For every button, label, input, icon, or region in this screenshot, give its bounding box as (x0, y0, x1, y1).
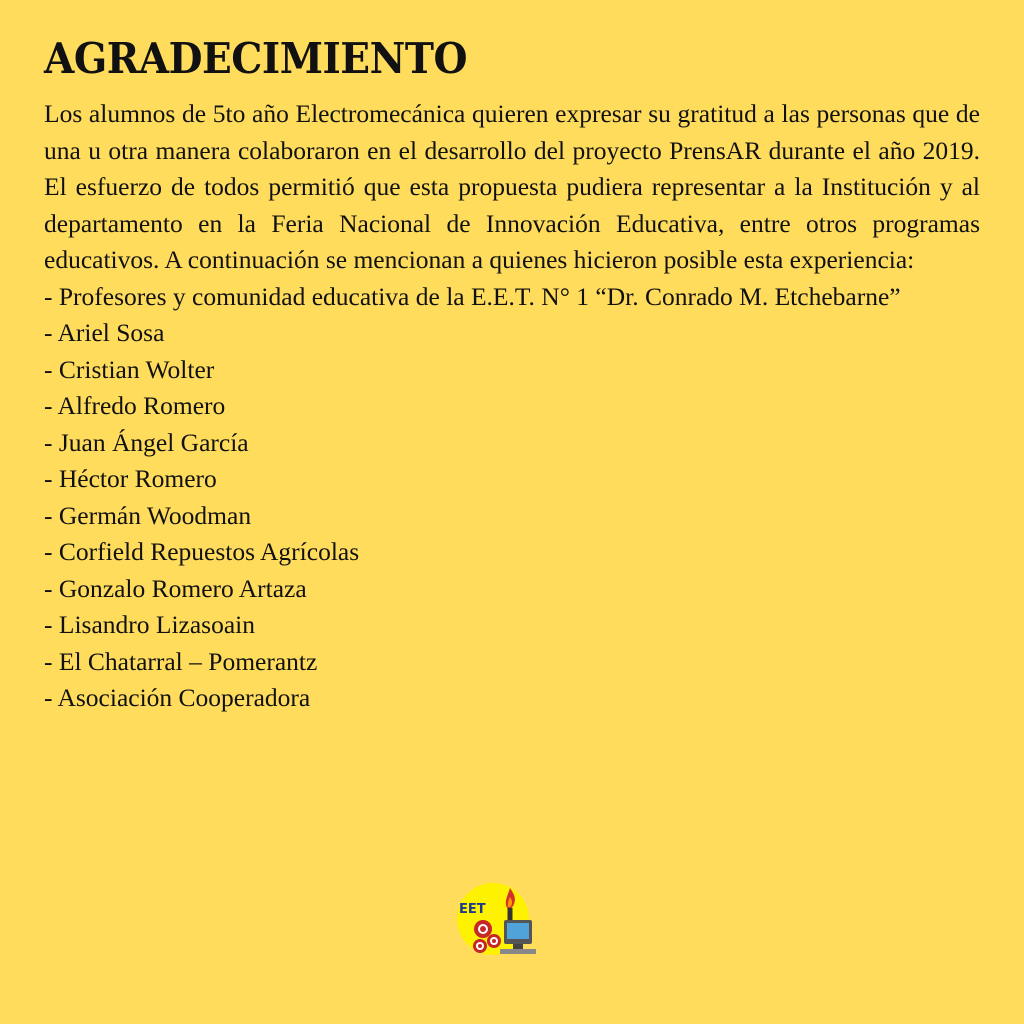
torch-handle (508, 908, 513, 922)
list-item: - Juan Ángel García (44, 427, 249, 457)
list-item: - Germán Woodman (44, 500, 252, 530)
gear-icon (474, 920, 492, 938)
monitor-screen (507, 923, 529, 939)
school-logo-icon (456, 882, 536, 962)
list-item: - Héctor Romero (44, 464, 217, 493)
monitor-base (500, 949, 536, 954)
school-logo-icon (456, 882, 536, 962)
list-item: - Alfredo Romero (44, 391, 226, 420)
page-title: AGRADECIMIENTO (44, 34, 468, 83)
gear-icon (487, 934, 501, 948)
list-item: - Asociación Cooperadora (44, 683, 311, 712)
list-item: - Gonzalo Romero Artaza (44, 573, 307, 603)
list-item: - Lisandro Lizasoain (44, 610, 256, 639)
gear-icon (473, 939, 487, 953)
logo-text: EET (459, 902, 486, 917)
intro-paragraph: Los alumnos de 5to año Electromecánica quieren expresar su gratitud a las personas que de una u otra manera colaboraron en el desarrollo del proyecto PrensAR durante el año 2019. El esfuerzo de todos permitió que esta propuesta pudiera representar a la Institución y al departamento en la Feria Nacional de Innovación Educativa, entre otros programas educativos. A continuación se mencionan a quienes hicieron posible esta experiencia: (44, 99, 980, 274)
list-item: - Ariel Sosa (44, 318, 165, 347)
list-item: - Cristian Wolter (44, 354, 215, 384)
list-item: - Profesores y comunidad educativa de la E.E.T. N° 1 “Dr. Conrado M. Etchebarne” (44, 281, 901, 311)
monitor-stand (513, 944, 523, 949)
acknowledgement-page (44, 30, 980, 717)
list-item: - Corfield Repuestos Agrícolas (44, 537, 360, 566)
acknowledgement-body (44, 96, 980, 717)
list-item: - El Chatarral – Pomerantz (44, 646, 318, 676)
